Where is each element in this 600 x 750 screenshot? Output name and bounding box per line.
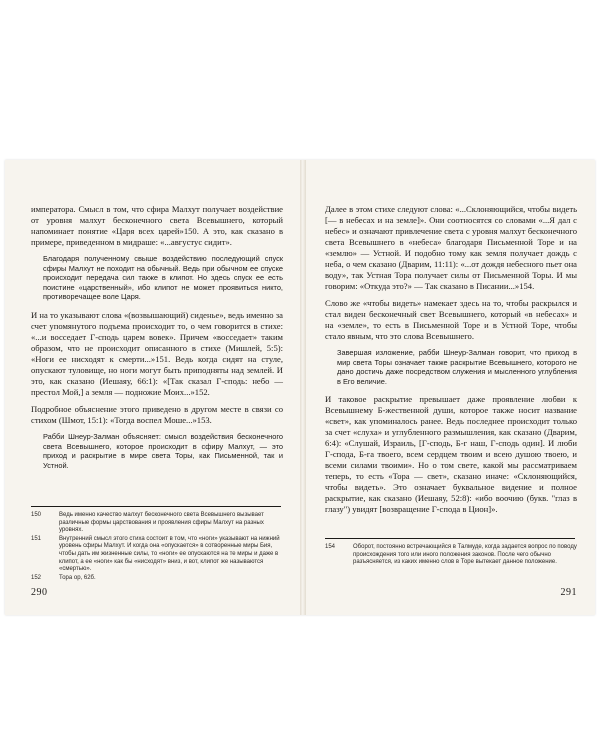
page-number: 290: [31, 587, 48, 598]
footnote-number: 151: [31, 535, 42, 542]
paragraph: Подробное объяснение этого приведено в другом месте в связи со стихом (Шмот, 15:1): «Тогда воспел Моше...»153.: [31, 403, 283, 425]
footnote-text: Оборот, постоянно встречающийся в Талмуде, когда задается вопрос по поводу происхождения того или иного положения законов. После чего обычно разъясняется, из каких именно слов в Торе вытекает данное положение.: [353, 544, 577, 566]
left-page-body: [31, 204, 283, 478]
footnote: [31, 512, 283, 535]
footnote-separator: [31, 506, 281, 507]
footnote-number: 152: [31, 574, 42, 581]
left-footnotes: [31, 512, 283, 583]
footnote-number: 150: [31, 512, 42, 518]
book-spread: [5, 160, 595, 615]
footnote-text: Тора ор, 62б.: [59, 574, 96, 581]
paragraph: Далее в этом стихе следуют слова: «...Склоняющийся, чтобы видеть [— в небесах и на земле]». Они соотносятся со словами «...Я дал с небес» и означают привлечение света с уровня малхут бесконечного света Всевышнего в «небеса» благодаря Письменной Торе и на «землю» — Устной. И подобно тому как земля получает дождь с неба, о чем сказано (Дварим, 11:11): «...от дождя небесного пьет она воду», так Устная Тора получает силы от Письменной Торы. И мы говорим: «Откуда это?» — Так сказано в Писании...»154.: [325, 204, 577, 291]
footnote-text: Ведь именно качество малхут бесконечного света Всевышнего вызывает различные формы царствования и проявления сфиры Малхут на разных уровнях.: [59, 512, 264, 534]
footnote: [325, 544, 577, 567]
footnote: [31, 536, 283, 574]
paragraph: императора. Смысл в том, что сфира Малхут получает воздействие от уровня малхут бесконечного света Всевышнего, который напоминает понятие «Царя всех царей»150. А это, как сказано в примере, приведенном в мидраше: «...августус сидит».: [31, 204, 283, 247]
footnote-number: 154: [325, 544, 336, 550]
commentary-paragraph: Завершая изложение, рабби Шнеур-Залман говорит, что приход в мир света Торы означает также раскрытие Всевышнего, которого не дано достичь даже посредством служения и мысленного углубления в Его величие.: [337, 348, 577, 386]
paragraph: Слово же «чтобы видеть» намекает здесь на то, чтобы раскрылся и стал виден бесконечный свет Всевышнего, который «в небесах» и на «земле», то есть в Письменной Торе и в Устной Торе, чтобы стало явным, что это слова Всевышнего.: [325, 298, 577, 341]
paragraph: И таковое раскрытие превышает даже проявление любви к Всевышнему Б-жественной души, которое также носит название «свет», как упоминалось ранее. Ведь последнее происходит только за счет «слуха» и углубленного размышления, как сказано (Дварим, 6:4): «Слушай, Израиль, [Г-сподь, Б-г наш, Г-сподь один]. И люби Г-спода, Б-га твоего, всем сердцем твоим и всею душою твоею, и всеми силами твоими». Но о том свете, какой мы рассматриваем теперь, то есть «Тора — свет», сказано иначе: «Склоняющийся, чтобы видеть». Это означает буквальное видение и полное раскрытие, как сказано (Иешаяу, 52:8): «ибо воочию (букв. "глаз в глазу") увидят [возвращение Г-спода в Цион]».: [325, 394, 577, 515]
book-gutter: [300, 160, 306, 615]
commentary-paragraph: Благодаря полученному свыше воздействию последующий спуск сфиры Малхут не походит на обычный. Ведь при обычном ее спуске происходит передача сил также в клипот. Но здесь спуск ее есть поистине «царственный», ибо клипот не может проявиться никто, противоречащее воле Царя.: [43, 254, 283, 302]
commentary-paragraph: Рабби Шнеур-Залман объясняет: смысл воздействия бесконечного света Всевышнего, которое происходит в сфиру Малхут, — это приход и раскрытие в мире света Торы, как Письменной, так и Устной.: [43, 431, 283, 470]
footnote-separator: [325, 538, 575, 539]
footnote: [31, 575, 283, 583]
footnote-text: Внутренний смысл этого стиха состоит в том, что «ноги» указывают на нижний уровень сфиры Малхут. И когда она «опускается» в сотворенные миры Бия, чтобы дать им жизненные силы, то «ноги» ее опускаются на те миры и даже в клипот, а ее «ноги» как бы «нисходят» вниз, и вот, клипот же называются «смертью».: [59, 535, 280, 573]
left-page: [31, 160, 283, 615]
right-page-body: [325, 204, 577, 521]
right-page: [325, 160, 577, 615]
paragraph: И на то указывают слова «(возвышающий) сиденье», ведь именно за счет упомянутого подъема происходит то, о чем говорится в стихе: «...и восседает Г-сподь царем вовек». Причем «восседает» таким образом, что не происходит описанного в стихе (Мишлей, 5:5): «Ноги ее нисходят к смерти...»151. Ведь когда сидят на стуле, опускают туловище, но ноги могут быть приподняты над землей. И это, как сказано (Иешаяу, 66:1): «[Так сказал Г-сподь: небо — престол Мой,] а земля — подножие Моих...»152.: [31, 309, 283, 397]
page-number: 291: [560, 587, 577, 598]
right-footnotes: [325, 544, 577, 568]
